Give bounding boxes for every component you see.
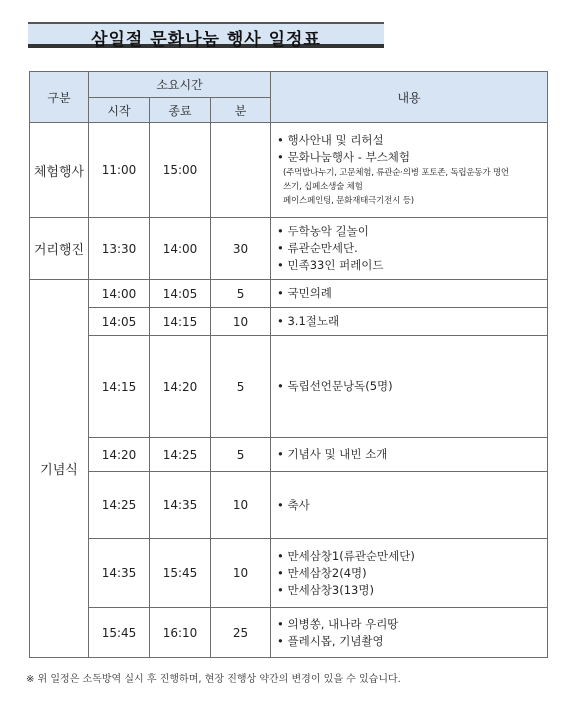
title-banner <box>28 22 384 48</box>
content-cell <box>271 280 548 308</box>
category-cell: 거리행진 <box>30 218 89 280</box>
category-cell: 체험행사 <box>30 123 89 218</box>
content-line: • 독립선언문낭독(5명) <box>277 379 393 393</box>
header-duration: 소요시간 <box>89 72 271 98</box>
end-cell: 14:15 <box>150 308 211 336</box>
header-row <box>30 72 548 98</box>
minutes-cell <box>211 123 271 218</box>
table-row <box>30 218 548 280</box>
minutes-cell: 10 <box>211 472 271 539</box>
minutes-cell: 30 <box>211 218 271 280</box>
content-line: • 류관순만세단. <box>277 241 358 255</box>
content-cell <box>271 308 548 336</box>
content-cell <box>271 336 548 438</box>
table-row <box>30 539 548 608</box>
category-cell: 기념식 <box>30 280 89 658</box>
content-cell <box>271 472 548 539</box>
minutes-cell: 5 <box>211 438 271 472</box>
content-detail-line: 쓰기, 십페소생술 체험 <box>283 182 363 192</box>
table-row <box>30 336 548 438</box>
table-row <box>30 308 548 336</box>
header-start: 시작 <box>89 98 150 123</box>
minutes-cell: 10 <box>211 539 271 608</box>
table-row <box>30 280 548 308</box>
content-line: • 만세삼창1(류관순만세단) <box>277 548 415 563</box>
end-cell: 14:20 <box>150 336 211 438</box>
minutes-cell: 5 <box>211 336 271 438</box>
content-line: • 국민의례 <box>277 286 332 300</box>
start-cell: 13:30 <box>89 218 150 280</box>
content-detail-line: 페이스페인팅, 문화재태극기전시 등) <box>283 196 414 206</box>
end-cell: 14:25 <box>150 438 211 472</box>
content-line: • 민족33인 퍼레이드 <box>277 258 384 272</box>
content-cell <box>271 218 548 280</box>
table-row <box>30 608 548 658</box>
content-line: • 의병쏭, 내나라 우리땅 <box>277 616 399 631</box>
content-line: • 3.1절노래 <box>277 314 340 328</box>
content-line: • 행사안내 및 리허설 <box>277 133 384 147</box>
end-cell: 16:10 <box>150 608 211 658</box>
content-cell <box>271 539 548 608</box>
start-cell: 14:15 <box>89 336 150 438</box>
end-cell: 15:45 <box>150 539 211 608</box>
start-cell: 14:00 <box>89 280 150 308</box>
start-cell: 14:05 <box>89 308 150 336</box>
end-cell: 14:35 <box>150 472 211 539</box>
start-cell: 11:00 <box>89 123 150 218</box>
header-end: 종료 <box>150 98 211 123</box>
table-row <box>30 438 548 472</box>
content-line: • 문화나눔행사 - 부스체험 <box>277 150 411 164</box>
start-cell: 15:45 <box>89 608 150 658</box>
schedule-table <box>29 71 548 658</box>
content-line: • 축사 <box>277 497 310 512</box>
end-cell: 14:05 <box>150 280 211 308</box>
content-line: • 플레시몹, 기념촬영 <box>277 633 384 648</box>
content-cell <box>271 438 548 472</box>
content-detail-line: (주먹밥나누기, 고문체험, 류관순·의병 포토존, 독립운동가 명언 <box>283 168 509 178</box>
footnote: ※ 위 일정은 소독방역 실시 후 진행하며, 현장 진행상 약간의 변경이 있을 수 있습니다. <box>26 674 401 685</box>
end-cell: 15:00 <box>150 123 211 218</box>
end-cell: 14:00 <box>150 218 211 280</box>
start-cell: 14:25 <box>89 472 150 539</box>
minutes-cell: 10 <box>211 308 271 336</box>
content-cell <box>271 608 548 658</box>
table-row <box>30 472 548 539</box>
content-line: • 만세삼창2(4명) <box>277 565 367 580</box>
minutes-cell: 25 <box>211 608 271 658</box>
content-cell <box>271 123 548 218</box>
minutes-cell: 5 <box>211 280 271 308</box>
start-cell: 14:35 <box>89 539 150 608</box>
header-minutes: 분 <box>211 98 271 123</box>
content-line: • 만세삼창3(13명) <box>277 582 374 597</box>
header-category: 구분 <box>30 72 89 123</box>
header-content: 내용 <box>271 72 548 123</box>
table-row <box>30 123 548 218</box>
content-line: • 기념사 및 내빈 소개 <box>277 447 388 461</box>
page-title: 삼일절 문화나눔 행사 일정표 <box>91 30 321 50</box>
start-cell: 14:20 <box>89 438 150 472</box>
content-line: • 두학농악 길놀이 <box>277 224 369 238</box>
